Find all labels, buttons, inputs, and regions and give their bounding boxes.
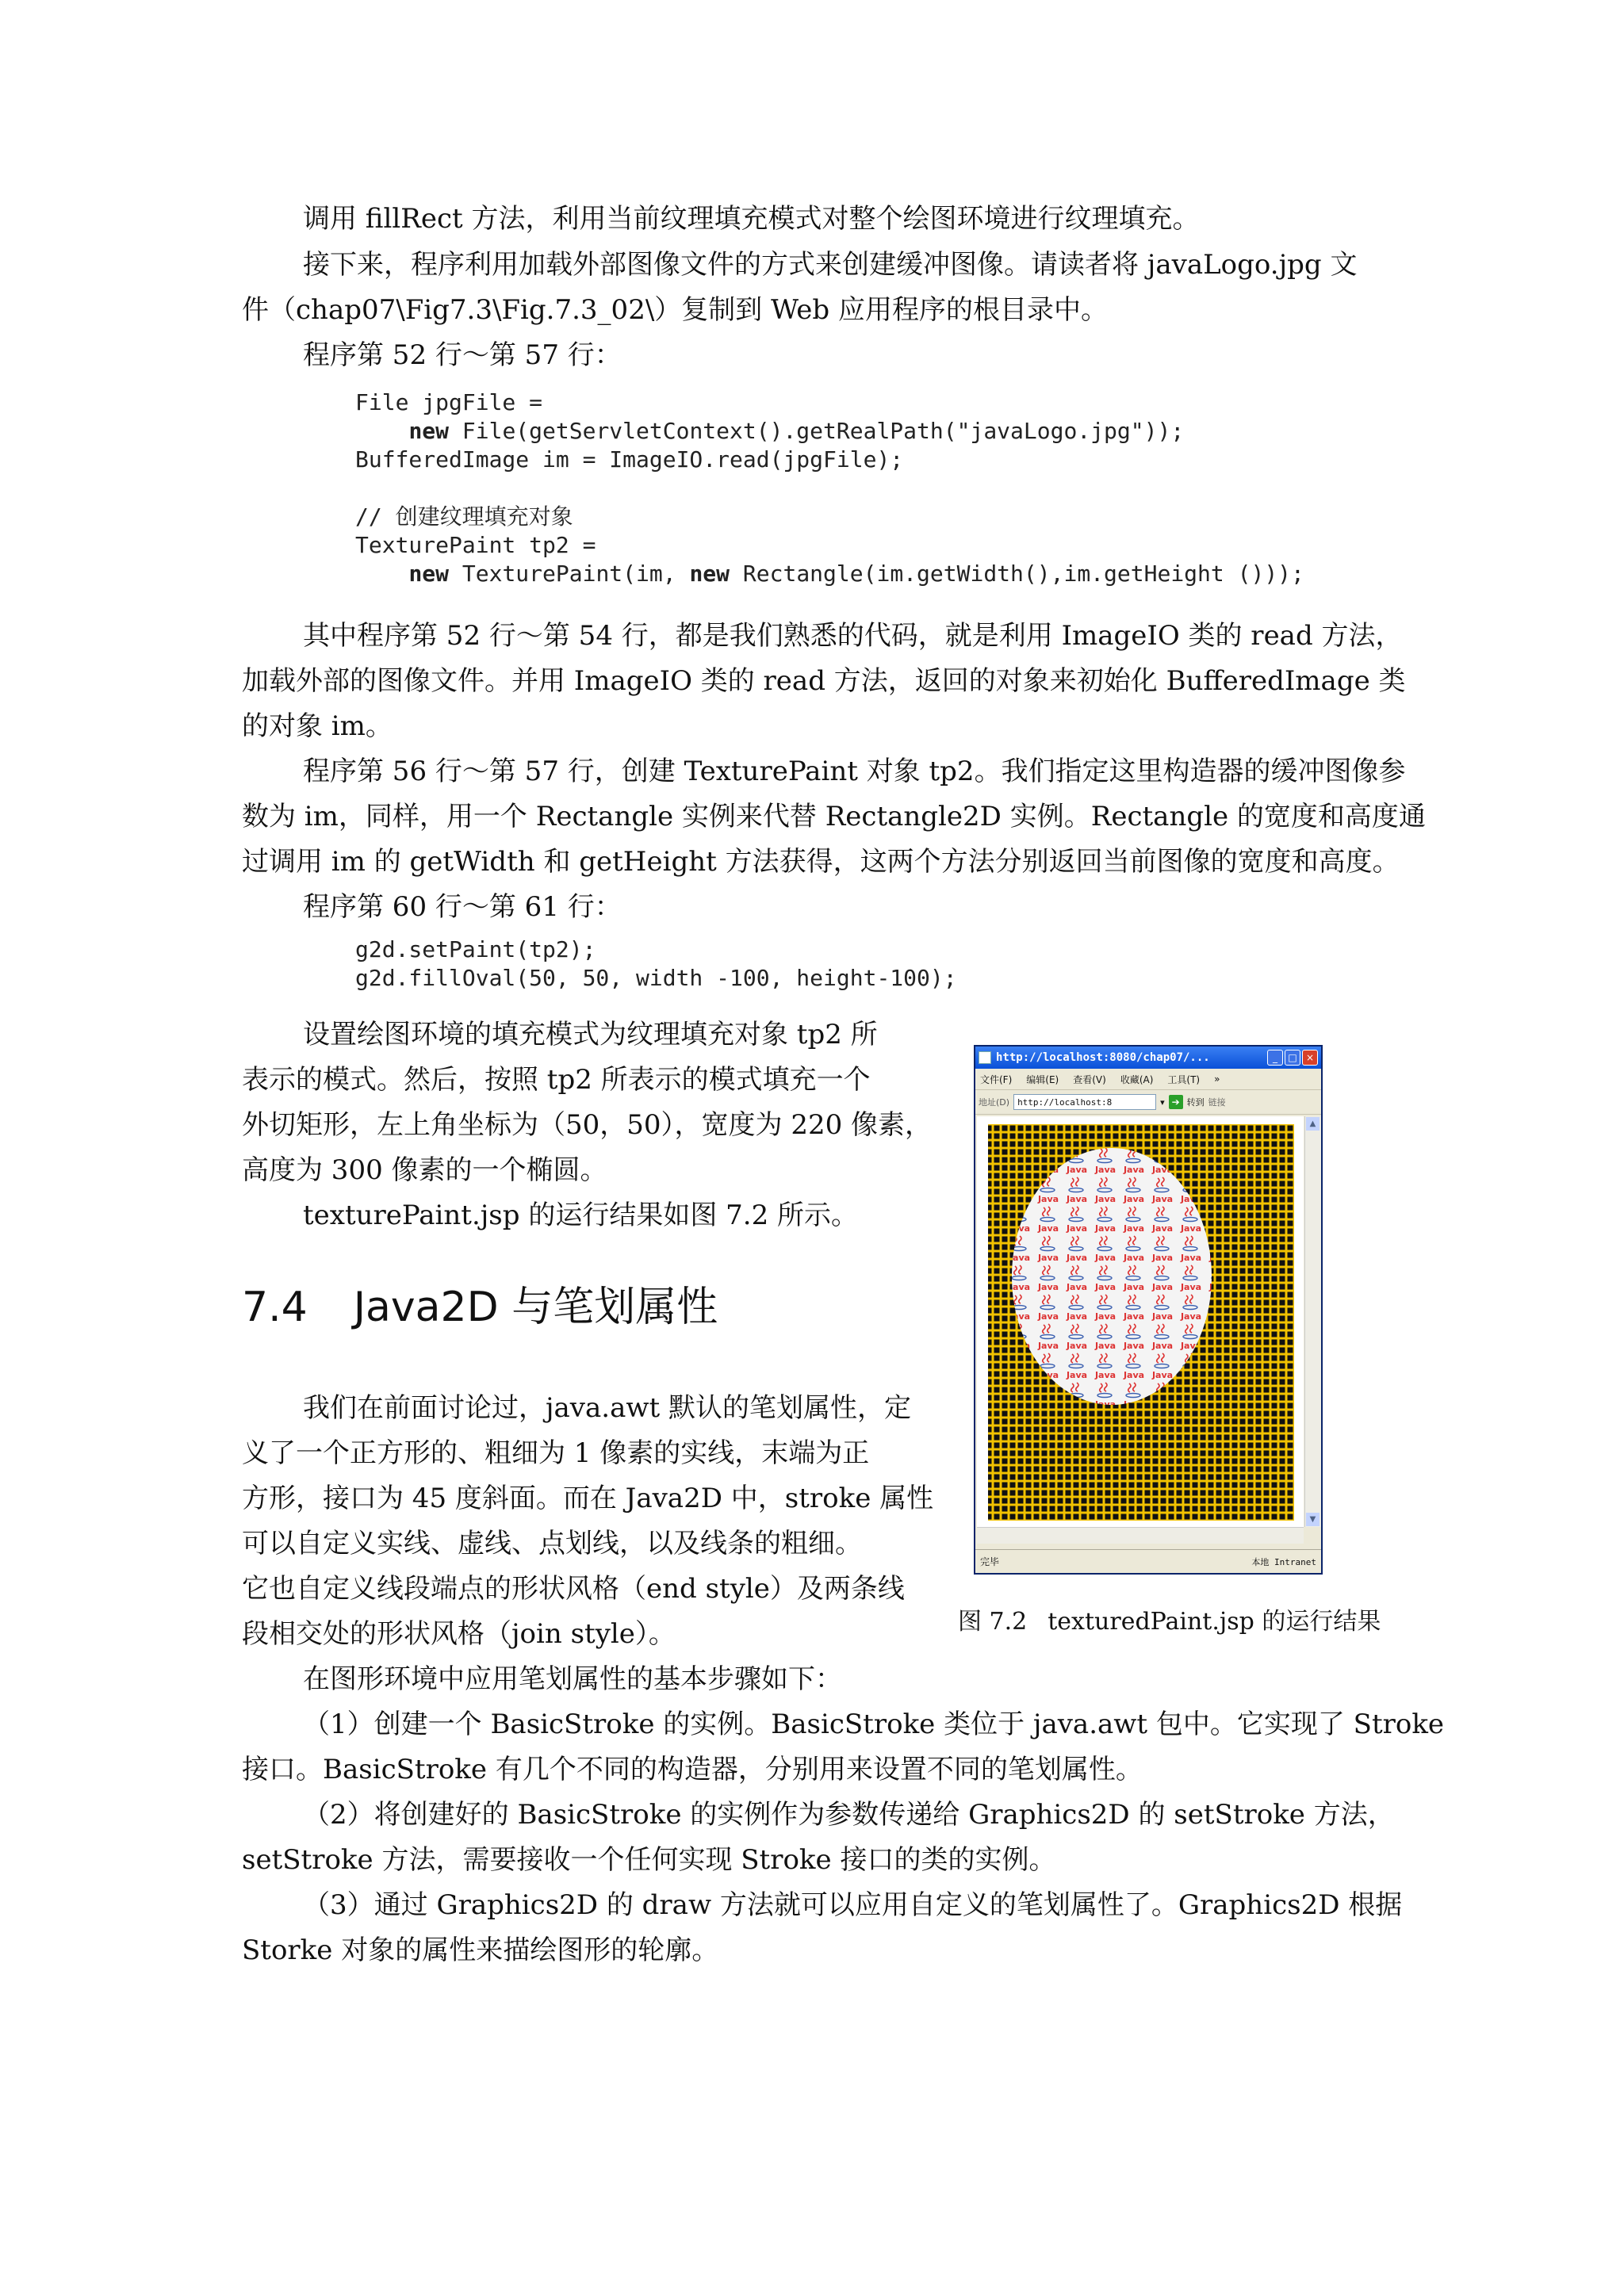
browser-statusbar [975,1549,1321,1573]
paragraph-line: 它也自定义线段端点的形状风格（end style）及两条线 [242,1573,905,1605]
code-line: g2d.setPaint(tp2); [355,936,596,962]
paragraph-line: （3）通过 Graphics2D 的 draw 方法就可以应用自定义的笔划属性了。Graphics2D 根据 [303,1889,1403,1921]
paragraph-line: 方形，接口为 45 度斜面。而在 Java2D 中，stroke 属性 [242,1483,934,1514]
code-line: TexturePaint(im, [449,561,690,587]
section-number: 7.4 [242,1284,308,1331]
paragraph-line: 件（chap07\Fig7.3\Fig.7.3_02\）复制到 Web 应用程序的根目录中。 [242,294,1108,326]
code-line: Rectangle(im.getWidth(),im.getHeight ())); [730,561,1304,587]
scroll-down-icon[interactable]: ▼ [1306,1513,1320,1526]
status-text: 完毕 [980,1556,1000,1567]
menu-favorites[interactable]: 收藏(A) [1120,1073,1154,1085]
browser-window-figure [974,1045,1323,1575]
address-label: 地址(D) [979,1097,1010,1108]
paragraph-line: 程序第 60 行～第 61 行： [303,891,622,923]
paragraph-line: 段相交处的形状风格（join style）。 [242,1618,676,1650]
scroll-up-icon[interactable]: ▲ [1306,1117,1320,1131]
code-block-1 [355,388,1304,588]
paragraph-line: 数为 im，同样，用一个 Rectangle 实例来代替 Rectangle2D 实例。Rectangle 的宽度和高度通 [242,801,1426,832]
code-block-2 [355,936,957,993]
paragraph-line: 高度为 300 像素的一个椭圆。 [242,1154,607,1186]
chevron-right-icon[interactable]: » [1214,1073,1220,1085]
paragraph-line: 在图形环境中应用笔划属性的基本步骤如下： [303,1663,842,1695]
paragraph-line: 加载外部的图像文件。并用 ImageIO 类的 read 方法，返回的对象来初始化 BufferedImage 类 [242,665,1406,697]
section-heading [242,1280,718,1335]
figure-number: 图 7.2 [958,1608,1028,1636]
figure-caption [958,1605,1381,1640]
code-line: BufferedImage im = ImageIO.read(jpgFile); [355,446,904,473]
go-arrow-icon[interactable]: ➔ [1169,1095,1183,1109]
browser-title: http://localhost:8080/chap07/... [996,1051,1210,1064]
menu-edit[interactable]: 编辑(E) [1026,1073,1059,1085]
section-title: Java2D 与笔划属性 [353,1284,718,1331]
vertical-scrollbar[interactable] [1304,1116,1321,1527]
paragraph-line: 程序第 56 行～第 57 行，创建 TexturePaint 对象 tp2。我们指定这里构造器的缓冲图像参 [303,756,1406,787]
paragraph-line: 的对象 im。 [242,710,393,742]
textured-ellipse [1012,1148,1212,1405]
code-comment: // 创建纹理填充对象 [355,503,573,530]
links-button[interactable]: 链接 [1208,1097,1226,1108]
paragraph-line: 过调用 im 的 getWidth 和 getHeight 方法获得，这两个方法分别返回当前图像的宽度和高度。 [242,846,1400,878]
menu-tools[interactable]: 工具(T) [1167,1073,1201,1085]
paragraph-line: 接下来，程序利用加载外部图像文件的方式来创建缓冲图像。请读者将 javaLogo.jpg 文 [303,249,1358,281]
paragraph-line: 外切矩形，左上角坐标为（50，50），宽度为 220 像素， [242,1109,933,1141]
textured-canvas [977,1116,1304,1527]
code-keyword: new [408,561,450,587]
browser-content [977,1116,1304,1527]
paragraph-line: 我们在前面讨论过，java.awt 默认的笔划属性，定 [303,1392,911,1424]
menu-view[interactable]: 查看(V) [1073,1073,1106,1085]
paragraph-line: 义了一个正方形的、粗细为 1 像素的实线，末端为正 [242,1437,870,1469]
paragraph-line: 接口。BasicStroke 有几个不同的构造器，分别用来设置不同的笔划属性。 [242,1754,1143,1785]
code-line: File jpgFile = [355,389,543,415]
browser-address-bar [975,1090,1321,1115]
zone-text: 本地 Intranet [1251,1556,1316,1567]
paragraph-line: 可以自定义实线、虚线、点划线，以及线条的粗细。 [242,1528,862,1559]
paragraph-line: （1）创建一个 BasicStroke 的实例。BasicStroke 类位于 java.awt 包中。它实现了 Stroke [303,1709,1445,1740]
code-line: g2d.fillOval(50, 50, width -100, height-100); [355,965,957,991]
paragraph-line: （2）将创建好的 BasicStroke 的实例作为参数传递给 Graphics2D 的 setStroke 方法， [303,1799,1395,1831]
paragraph-line: 程序第 52 行～第 57 行： [303,339,622,371]
browser-titlebar [975,1047,1321,1069]
browser-menubar [975,1069,1321,1090]
ie-icon [979,1051,991,1064]
maximize-icon[interactable]: □ [1285,1050,1300,1066]
chevron-down-icon[interactable]: ▾ [1160,1096,1165,1108]
paragraph-line: setStroke 方法，需要接收一个任何实现 Stroke 接口的类的实例。 [242,1844,1056,1876]
paragraph-line: 设置绘图环境的填充模式为纹理填充对象 tp2 所 [303,1019,878,1050]
code-keyword: new [408,418,450,444]
paragraph-line: 其中程序第 52 行～第 54 行，都是我们熟悉的代码，就是利用 ImageIO 类的 read 方法， [303,620,1403,652]
code-keyword: new [689,561,730,587]
horizontal-scrollbar[interactable] [977,1527,1304,1544]
close-icon[interactable]: × [1302,1050,1318,1066]
address-input[interactable]: http://localhost:8 [1013,1094,1156,1110]
paragraph-line: 调用 fillRect 方法，利用当前纹理填充模式对整个绘图环境进行纹理填充。 [303,203,1200,235]
go-button[interactable]: 转到 [1186,1097,1205,1108]
paragraph-line: Storke 对象的属性来描绘图形的轮廓。 [242,1934,719,1966]
paragraph-line: 表示的模式。然后，按照 tp2 所表示的模式填充一个 [242,1064,871,1096]
paragraph-line: texturePaint.jsp 的运行结果如图 7.2 所示。 [303,1200,859,1231]
code-line: TexturePaint tp2 = [355,532,596,558]
code-line: File(getServletContext().getRealPath("javaLogo.jpg")); [449,418,1185,444]
menu-file[interactable]: 文件(F) [980,1073,1013,1085]
minimize-icon[interactable]: _ [1267,1050,1283,1066]
figure-caption-text: texturedPaint.jsp 的运行结果 [1048,1608,1381,1636]
